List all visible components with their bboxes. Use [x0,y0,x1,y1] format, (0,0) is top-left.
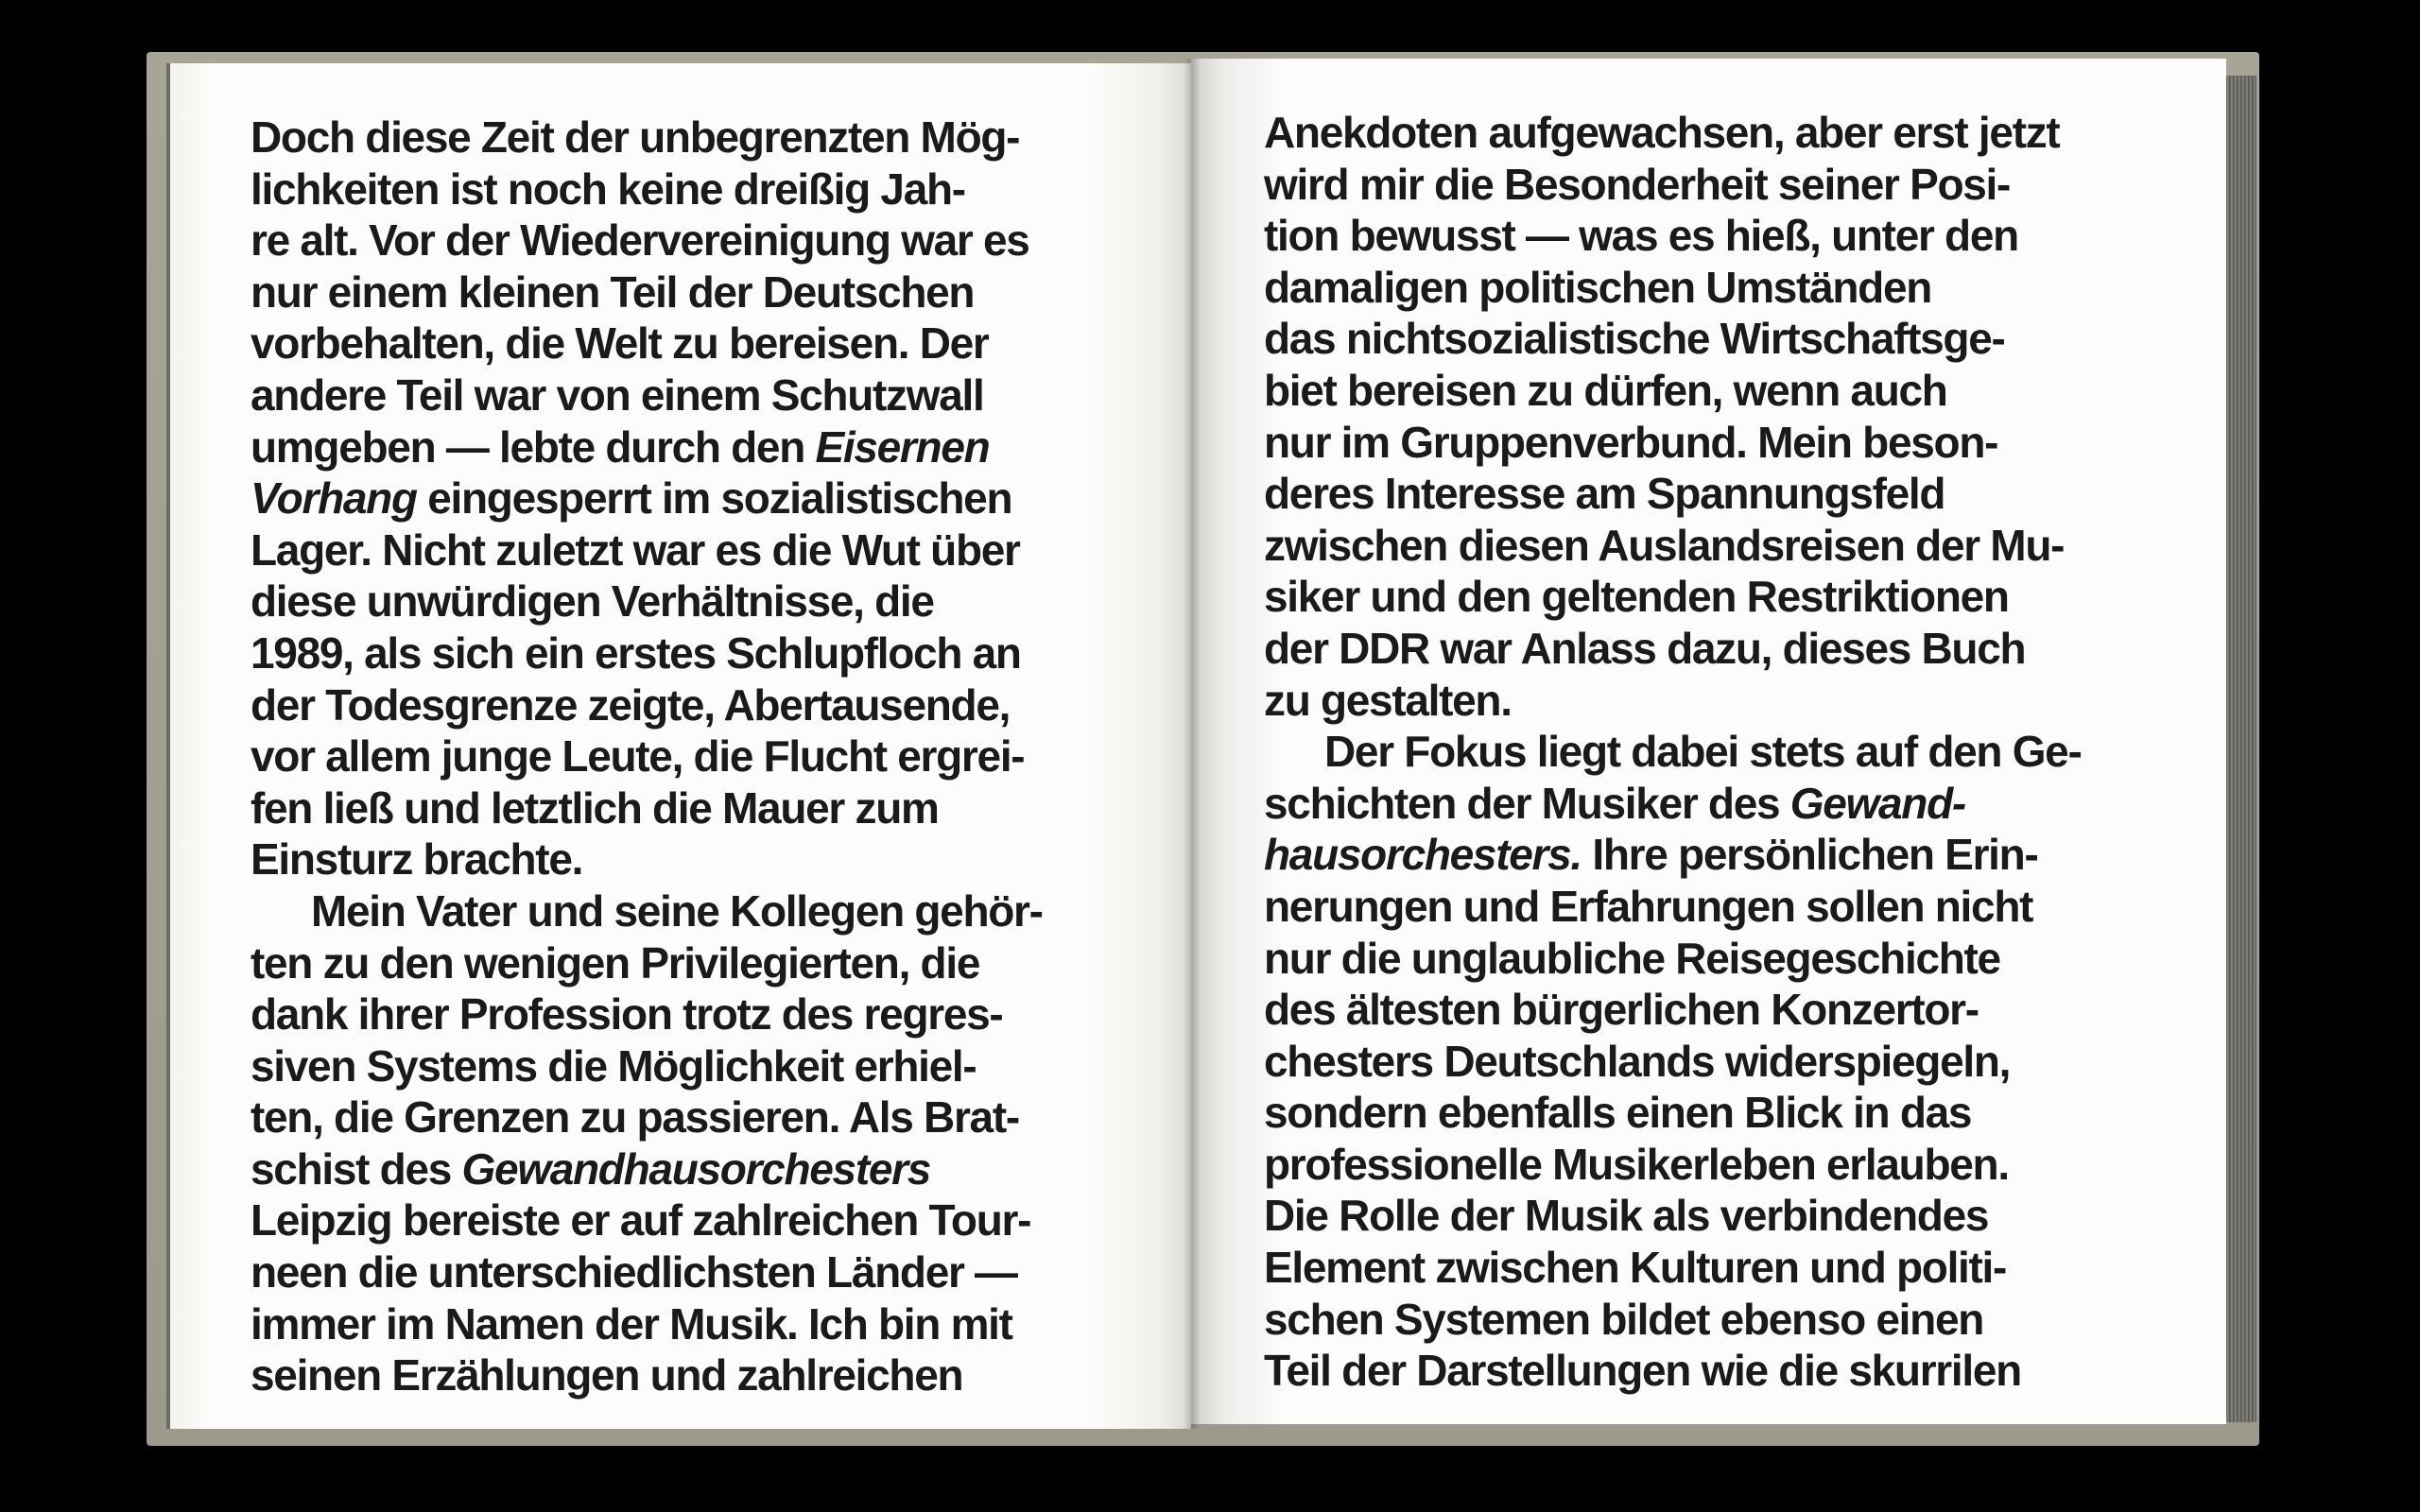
line-text: Einsturz brachte. [251,834,583,885]
text-line [251,421,1043,473]
text-line [251,369,1043,421]
text-line [251,679,1043,731]
line-text: dank ihrer Profession trotz des regres- [251,989,1003,1040]
text-line [251,266,1043,318]
text-line [1264,210,2081,262]
line-text: lichkeiten ist noch keine dreißig Jah- [251,163,965,214]
text-line [251,318,1043,369]
line-text: ten zu den wenigen Privilegierten, die [251,937,980,988]
text-line [1264,520,2081,572]
line-text: vorbehalten, die Welt zu bereisen. Der [251,318,989,369]
line-text: umgeben — lebte durch den [251,421,816,472]
text-line [251,1349,1043,1401]
page-edges [2226,76,2256,1422]
text-line [1264,417,2081,469]
line-text: nur einem kleinen Teil der Deutschen [251,266,975,317]
line-text: Teil der Darstellungen wie die skurrilen [1264,1346,2021,1396]
line-text: re alt. Vor der Wiedervereinigung war es [251,215,1029,266]
line-text: Leipzig bereiste er auf zahlreichen Tour- [251,1195,1031,1246]
text-line [1264,1036,2081,1088]
text-line [251,1040,1043,1092]
line-text: siker und den geltenden Restriktionen [1264,572,2009,622]
text-line [1264,623,2081,675]
line-text: siven Systems die Möglichkeit erhiel- [251,1040,977,1091]
line-text: neen die unterschiedlichsten Länder — [251,1247,1017,1297]
italic-text: Vorhang [251,473,417,524]
left-page-text [251,112,1043,1401]
text-line [251,1246,1043,1298]
right-page [1191,59,2226,1424]
line-text: tion bewusst — was es hieß, unter den [1264,211,2018,261]
text-line [251,1091,1043,1143]
italic-text: Eisernen [815,421,990,472]
text-line [251,524,1043,576]
line-text: Element zwischen Kulturen und politi- [1264,1243,2007,1293]
line-text: fen ließ und letztlich die Mauer zum [251,782,939,833]
text-line [251,1298,1043,1350]
italic-text: hausorchesters. [1264,830,1582,880]
line-text: damaligen politischen Umständen [1264,262,1932,312]
line-text: der Todesgrenze zeigte, Abertausende, [251,679,1011,730]
line-text: zu gestalten. [1264,675,1512,725]
line-text: ten, die Grenzen zu passieren. Als Brat- [251,1092,1019,1143]
text-line [251,730,1043,782]
right-page-text [1264,107,2081,1397]
text-line [251,1194,1043,1246]
text-line [251,782,1043,834]
line-text: das nichtsozialistische Wirtschaftsge- [1264,314,2005,364]
line-text: Lager. Nicht zuletzt war es die Wut über [251,524,1020,575]
text-line [1264,365,2081,417]
line-text: Die Rolle der Musik als verbindendes [1264,1191,1989,1241]
line-text: 1989, als sich ein erstes Schlupfloch an [251,627,1021,678]
text-line [251,576,1043,627]
text-line [1264,262,2081,314]
text-line [1264,1294,2081,1346]
text-line [251,1143,1043,1195]
line-text: chesters Deutschlands widerspiegeln, [1264,1036,2011,1086]
text-line [251,937,1043,989]
line-text: wird mir die Besonderheit seiner Posi- [1264,159,2011,209]
text-line [1264,984,2081,1036]
line-text: vor allem junge Leute, die Flucht ergrei- [251,731,1025,782]
line-text: schichten der Musiker des [1264,778,1790,828]
line-text: nur im Gruppenverbund. Mein beson- [1264,417,1998,467]
line-text: andere Teil war von einem Schutzwall [251,369,984,420]
text-line [1264,778,2081,830]
line-text: immer im Namen der Musik. Ich bin mit [251,1298,1012,1349]
line-text: nerungen und Erfahrungen sollen nicht [1264,881,2033,931]
line-text: biet bereisen zu dürfen, wenn auch [1264,365,1947,415]
text-line [1264,1190,2081,1242]
text-line [1264,468,2081,520]
line-text: professionelle Musikerleben erlauben. [1264,1139,2009,1189]
text-line [251,988,1043,1040]
text-line [251,163,1043,215]
line-text: Mein Vater und seine Kollegen gehör- [311,885,1043,936]
line-text: schist des [251,1143,462,1194]
text-line [1264,881,2081,933]
line-text: der DDR war Anlass dazu, dieses Buch [1264,623,2026,673]
line-text: seinen Erzählungen und zahlreichen [251,1350,963,1400]
line-text: Doch diese Zeit der unbegrenzten Mög- [251,112,1020,162]
line-text: nur die unglaubliche Reisegeschichte [1264,933,2000,983]
line-text: deres Interesse am Spannungsfeld [1264,469,1945,519]
text-line [1264,1139,2081,1191]
line-text: Ihre persönlichen Erin- [1581,830,2038,880]
text-line [251,215,1043,266]
italic-text: Gewandhausorchesters [461,1143,931,1194]
text-line [251,112,1043,163]
text-line [1264,159,2081,211]
line-text: eingesperrt im sozialistischen [416,473,1012,524]
line-text: schen Systemen bildet ebenso einen [1264,1294,1984,1344]
text-line [251,885,1043,937]
text-line [251,472,1043,524]
line-text: Anekdoten aufgewachsen, aber erst jetzt [1264,108,2060,157]
text-line [1264,933,2081,985]
text-line [1264,726,2081,778]
text-line [1264,571,2081,623]
text-line [1264,1242,2081,1294]
text-line [1264,1345,2081,1397]
text-line [251,833,1043,885]
line-text: zwischen diesen Auslandsreisen der Mu- [1264,520,2065,570]
text-line [251,627,1043,679]
text-line [1264,675,2081,727]
line-text: des ältesten bürgerlichen Konzertor- [1264,985,1979,1035]
text-line [1264,107,2081,159]
left-page [170,63,1191,1429]
italic-text: Gewand- [1789,778,1965,828]
line-text: diese unwürdigen Verhältnisse, die [251,576,934,627]
line-text: Der Fokus liegt dabei stets auf den Ge- [1324,727,2082,777]
text-line [1264,313,2081,365]
text-line [1264,829,2081,881]
line-text: sondern ebenfalls einen Blick in das [1264,1088,1972,1138]
book-gutter [1184,59,1201,1429]
text-line [1264,1087,2081,1139]
